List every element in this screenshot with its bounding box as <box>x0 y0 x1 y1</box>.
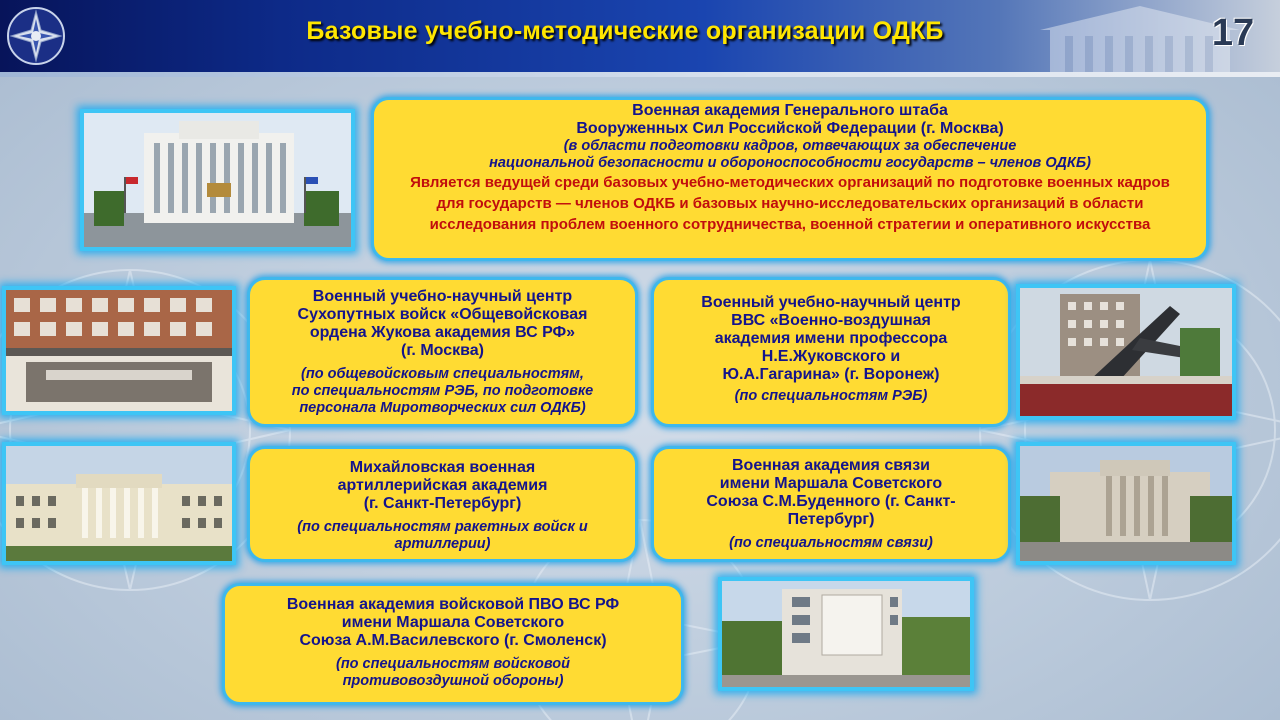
card-title-line: Петербург) <box>787 511 875 528</box>
card-title-line: ВВС «Военно-воздушная <box>731 312 931 329</box>
card-title-line: (г. Санкт-Петербург) <box>363 495 522 512</box>
card-title-line: (г. Москва) <box>401 342 484 359</box>
artillery-academy-card <box>247 446 638 562</box>
card-subtitle-line: по специальностям РЭБ, по подготовке <box>291 383 594 399</box>
general-staff-academy-photo <box>80 109 355 251</box>
card-subtitle-line: противовоздушной обороны) <box>342 673 564 689</box>
card-title-line: Военный учебно-научный центр <box>312 288 573 305</box>
card-subtitle-line: (в области подготовки кадров, отвечающих за обеспечение <box>563 138 1017 154</box>
air-force-academy-card <box>651 277 1011 427</box>
card-title-line: Союза А.М.Василевского (г. Смоленск) <box>299 632 607 649</box>
artillery-academy-photo <box>2 442 236 565</box>
card-title-line: имени Маршала Советского <box>719 475 943 492</box>
air-defense-academy-card <box>222 583 684 705</box>
card-title-line: Союза С.М.Буденного (г. Санкт- <box>706 493 956 510</box>
slide-number: 17 <box>1211 12 1255 54</box>
card-subtitle-line: (по специальностям войсковой <box>335 656 570 672</box>
card-highlight-text: Является ведущей среди базовых учебно-методических организаций по подготовке военных кадров для государств — членов ОДКБ и базовых научно-исследовательских организаций в области исследования проблем военного сотрудничества, военной стратегии и оперативного искусства <box>410 174 1170 233</box>
card-title-line: Н.Е.Жуковского и <box>761 348 901 365</box>
card-title-line: Военная академия войсковой ПВО ВС РФ <box>286 596 620 613</box>
card-subtitle-line: (по специальностям РЭБ) <box>734 388 928 404</box>
card-subtitle-line: (по общевойсковым специальностям, <box>301 366 584 382</box>
ground-forces-academy-photo <box>2 286 236 415</box>
card-subtitle-line: (по специальностям ракетных войск и <box>297 519 588 535</box>
header-bar <box>0 0 1280 72</box>
ground-forces-academy-card <box>247 277 638 427</box>
signals-academy-photo <box>1016 442 1236 565</box>
card-title-line: Военная академия Генерального штаба <box>632 102 948 119</box>
page-title: Базовые учебно-методические организации ОДКБ <box>306 17 944 45</box>
card-title-line: Военный учебно-научный центр <box>701 294 961 311</box>
card-subtitle-line: персонала Миротворческих сил ОДКБ) <box>299 400 586 416</box>
card-subtitle-line: артиллерии) <box>394 536 491 552</box>
card-subtitle-line: (по специальностям связи) <box>729 535 933 551</box>
card-title-line: Ю.А.Гагарина» (г. Воронеж) <box>722 366 940 383</box>
card-title-line: Михайловская военная <box>349 459 536 476</box>
general-staff-academy-card <box>371 97 1209 261</box>
card-title-line: Военная академия связи <box>732 457 930 474</box>
card-title-line: имени Маршала Советского <box>341 614 565 631</box>
air-force-academy-photo <box>1016 284 1236 420</box>
card-title-line: Вооруженных Сил Российской Федерации (г. Москва) <box>576 120 1004 137</box>
card-subtitle-line: национальной безопасности и обороноспособности государств – членов ОДКБ) <box>489 155 1091 171</box>
air-defense-academy-photo <box>718 577 974 691</box>
signals-academy-card <box>651 446 1011 562</box>
header-divider <box>0 72 1280 77</box>
card-title-line: артиллерийская академия <box>337 477 548 494</box>
card-title-line: академия имени профессора <box>714 330 948 347</box>
card-title-line: ордена Жукова академия ВС РФ» <box>309 324 576 341</box>
card-title-line: Сухопутных войск «Общевойсковая <box>297 306 588 323</box>
